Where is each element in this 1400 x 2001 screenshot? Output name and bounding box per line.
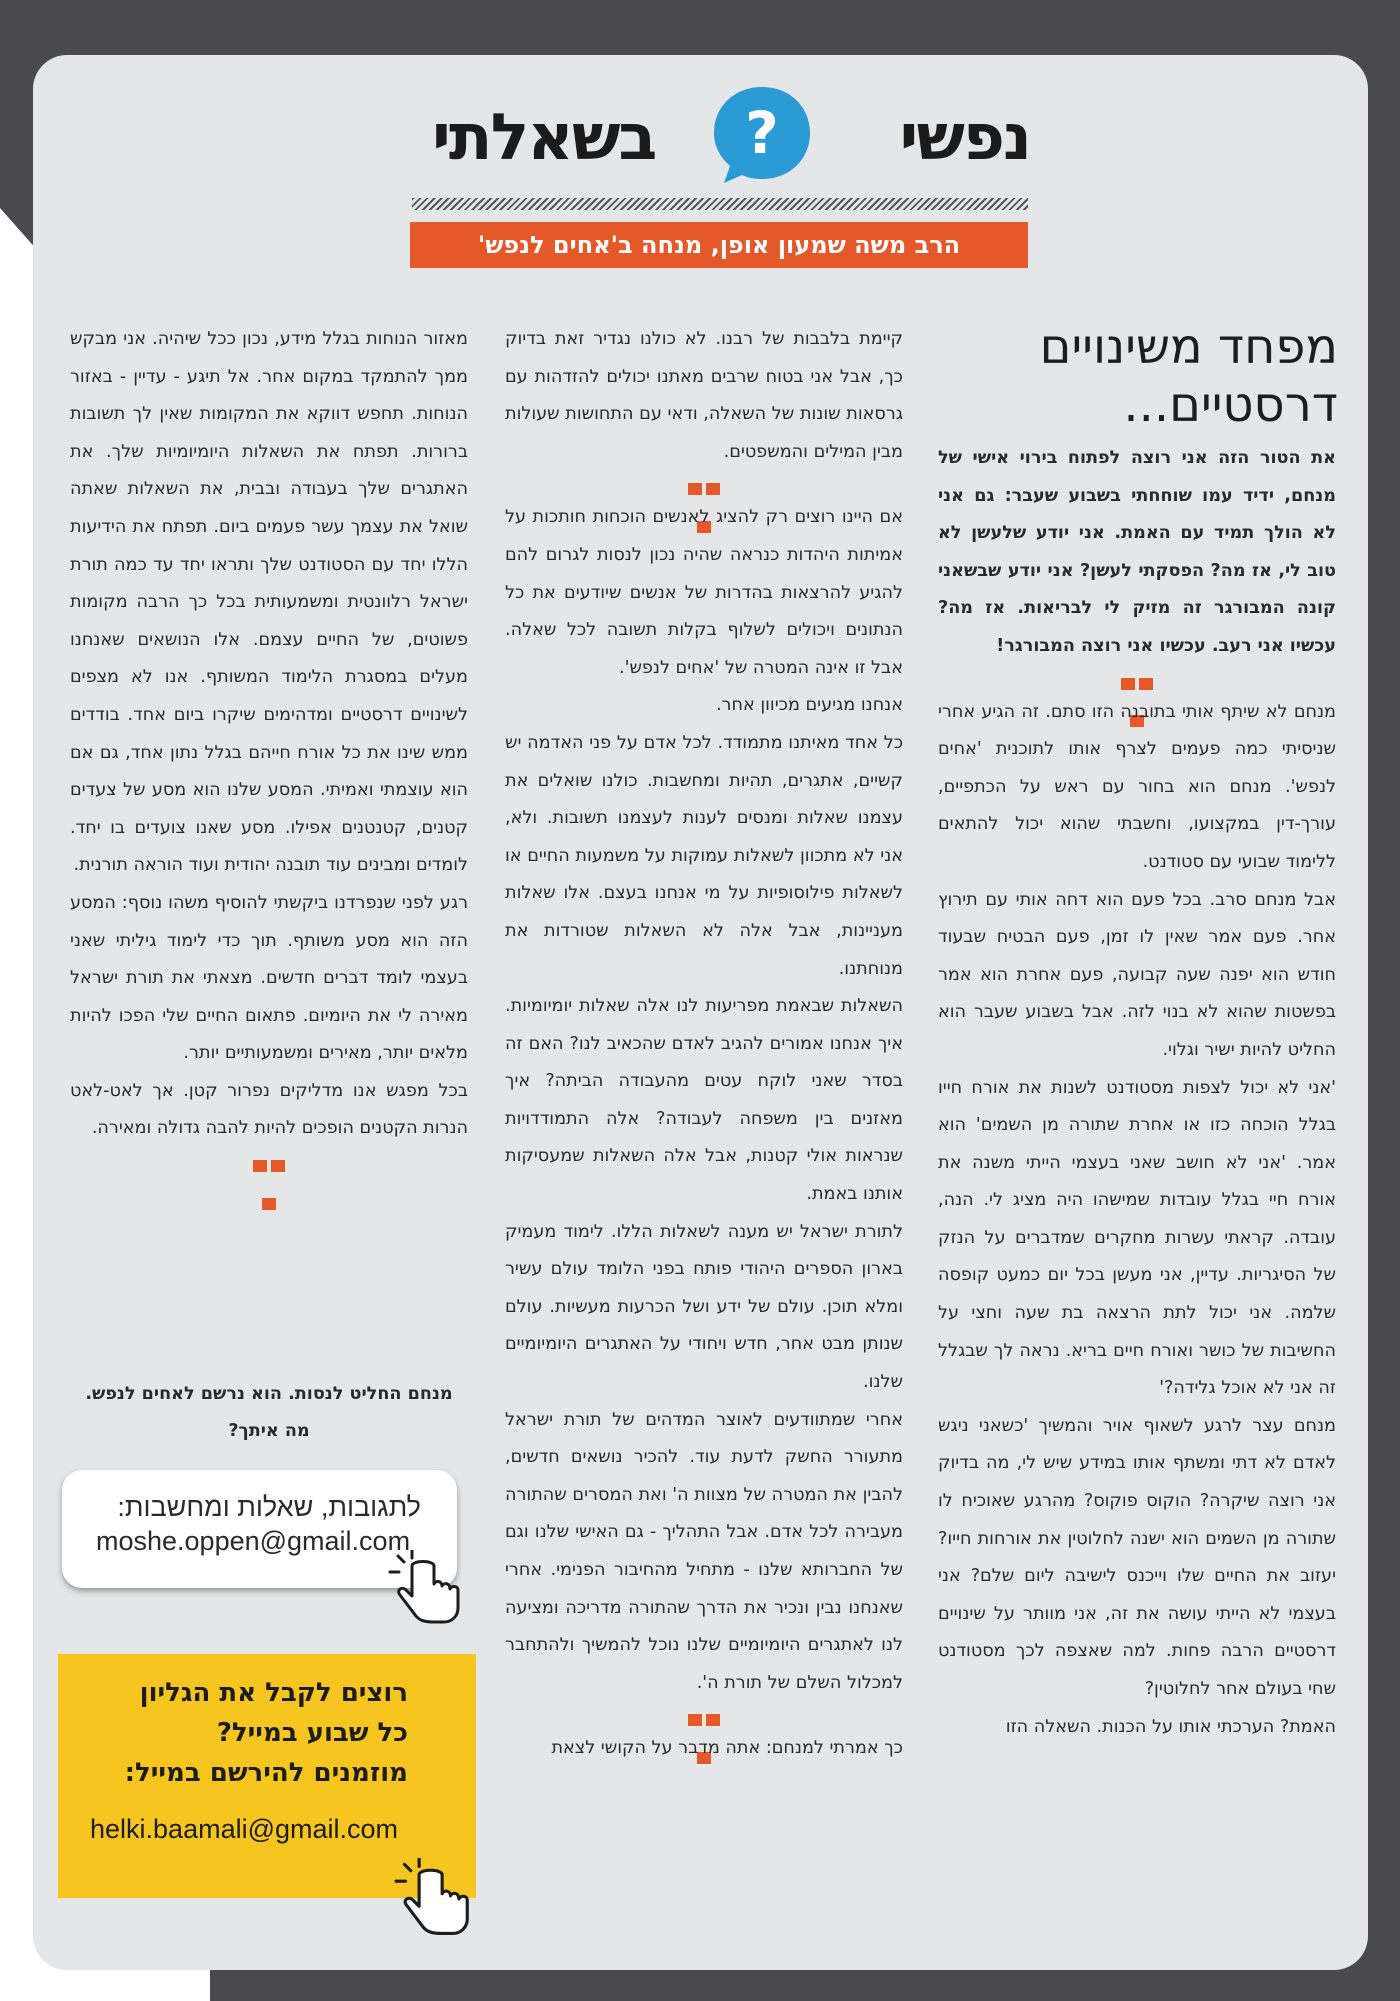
column-left [70,321,468,1176]
headline-line-2: דרסטיים... [1123,377,1338,433]
headline-line-1: מפחד משינויים [1039,319,1338,375]
column-title [420,78,1030,208]
paragraph: כך אמרתי למנחם: אתה מדבר על הקושי לצאת [551,1738,903,1759]
subscribe-line-3: מוזמנים להירשם במייל: [124,1758,408,1788]
paragraph: מנחם לא שיתף אותי בתובנה הזו סתם. זה הגיע אחרי שניסיתי כמה פעמים לצרף אותו לתוכנית 'אחים לנפש'. מנחם הוא בחור עם ראש על הכתפיים, עורך-דין במקצועו, וחשבתי שהוא יכול להתאים ללימוד שבועי עם סטודנט. [938,701,1336,872]
closing-question: מנחם החליט לנסות. הוא נרשם לאחים לנפש. מה איתך? [85,1384,453,1441]
paragraph: השאלות שבאמת מפריעות לנו אלה שאלות יומיומיות. איך אנחנו אמורים להגיב לאדם שהכאיב לנו? האם זה בסדר שאני לוקח עטים מהעבודה הביתה? איך מאזנים בין משפחה לעבודה? אלה התמודדויות שנראות אולי קטנות, אבל אלה השאלות שמעסיקות אותנו באמת. [505,996,903,1205]
title-underline [412,198,1028,210]
author-byline: הרב משה שמעון אופן, מנחה ב'אחים לנפש' [410,222,1028,268]
bubble-glyph: ? [745,99,779,167]
column-right [938,440,1336,1746]
subscribe-email-link[interactable]: helki.baamali@gmail.com [90,1814,399,1844]
paragraph: אבל מנחם סרב. בכל פעם הוא דחה אותי עם תירוץ אחר. פעם אמר שאין לו זמן, פעם הבטיח שבעוד חודש הוא יפנה שעה קבועה, פעם אחרת הוא אמר בפשטות שהוא לא בנוי לזה. אבל בשבוע שעבר הוא החליט להיות ישיר וגלוי. [938,889,1336,1060]
paragraph: לתורת ישראל יש מענה לשאלות הללו. לימוד מעמיק בארון הספרים היהודי פותח בפני הלומד עולם עשיר ומלא תוכן. עולם של ידע ושל הכרעות מעשיות. עולם שנותן מבט אחר, חדש ויחודי על האתגרים היומיומיים שלנו. [505,1221,903,1393]
paragraph: אחרי שמתוודעים לאוצר המדהים של תורת ישראל מתעורר החשק לדעת עוד. להכיר נושאים חדשים, להבין את המטרה של מצוות ה' ואת המסרים שהתורה מעבירה לכל אדם. אבל התהליך - גם האישי שלנו וגם של החברותא שלנו - מתחיל מהחיבור הפנימי. אחרי שאנחנו נבין ונכיר את הדרך שהתורה מדריכה ומציעה לנו לאתגרים היומיומיים שלנו נוכל להמשיך ולהתחבר למכלול השלם של תורת ה'. [505,1409,903,1693]
paragraph: 'אני לא יכול לצפות מסטודנט לשנות את אורח חייו בגלל הוכחה כזו או אחרת שתורה מן השמים' הוא אמר. 'אני לא חושב שאני בעצמי הייתי משנה את אורח חיי בגלל עובדות שמישהו היה מציג לי. הנה, עובדה. קראתי עשרות מחקרים שמדברים על הנזק של הסיגריות. עדיין, אני מעשן בכל יום כמעט קופסה שלמה. אני יכול לתת הרצאה בת שעה וחצי על החשיבות של כושר ואורח חיים בריא. נראה לך שבגלל זה אני לא אוכל גלידה?' [938,1077,1336,1399]
paragraph: אנחנו מגיעים מכיוון אחר. [715,695,903,716]
pointer-hand-icon [388,1550,474,1630]
lead-paragraph: את הטור הזה אני רוצה לפתוח בירוי אישי של מנחם, ידיד עמו שוחחתי בשבוע שעבר: גם אני לא הולך תמיד עם האמת. אני יודע שלעשן לא טוב לי, אז מה? הפסקתי לעשן? אני יודע שבשאני קונה המבורגר זה מזיק לי לבריאות. אז מה? עכשיו אני רעב. עכשיו אני רוצה המבורגר! [938,448,1336,656]
contact-label: לתגובות, שאלות ומחשבות: [117,1492,421,1522]
pointer-hand-icon [394,1858,484,1942]
paragraph: אם היינו רוצים רק להציג לאנשים הוכחות חותכות על אמיתות היהדות כנראה שהיה נכון לנסות לגרום להם להגיע להרצאות בהדרות של אנשים שיודעים את כל הנתונים ויכולים לשלוף בקלות תשובה לכל שאלה. אבל זו אינה המטרה של 'אחים לנפש'. [505,507,903,678]
article-headline [940,318,1338,434]
paragraph: מאזור הנוחות בגלל מידע, נכון ככל שיהיה. אני מבקש ממך להתמקד במקום אחר. אל תיגע - עדיין - באזור הנוחות. תחפש דווקא את המקומות שאין לך תשובות ברורות. תפתח את השאלות היומיומיות שלך. את האתגרים שלך בעבודה ובבית, את השאלות שאתה שואל את עצמך עשר פעמים ביום. תפתח את הידיעות הללו יחד עם הסטודנט שלך ותראו יחד עד כמה תורת ישראל רלוונטית ומשמעותית בכל כך הרבה מקומות פשוטים, של החיים עצמם. אלו הנושאים שאנחנו מעלים במסגרת הלימוד המשותף. אנו לא מצפים לשינויים דרסטיים ומדהימים שיקרו ביום אחד. בודדים ממש שינו את כל אורח חייהם בגלל נתון אחד, גם אם הוא עוצמתי ואמיתי. המסע שלנו הוא מסע של צעדים קטנים, קטנטנים אפילו. מסע שאנו צועדים בו יחד. לומדים ומבינים עוד תובנה יהודית ועוד הוראה תורנית. [70,329,468,876]
title-word-right: נפשי [899,101,1030,175]
section-separator [243,1154,295,1168]
subscribe-line-2: כל שבוע במייל? [216,1718,408,1748]
paragraph: האמת? הערכתי אותו על הכנות. השאלה הזו [1005,1716,1336,1737]
section-separator [678,477,730,491]
section-separator [678,1708,730,1722]
paragraph: רגע לפני שנפרדנו ביקשתי להוסיף משהו נוסף: המסע הזה הוא מסע משותף. תוך כדי לימוד גיליתי שאני בעצמי לומד דברים חדשים. מצאתי את תורת ישראל מאירה לי את היומיום. פתאום החיים שלי הפכו להיות מלאים יותר, מאירים ומשמעותיים יותר. [70,892,468,1064]
paragraph: כל אחד מאיתנו מתמודד. לכל אדם על פני האדמה יש קשיים, אתגרים, תהיות ומחשבות. כולנו שואלים את עצמנו שאלות ומנסים לענות לעצמנו תשובות. ולא, אני לא מתכוון לשאלות עמוקות על משמעות החיים או לשאלות פילוסופיות על מי אנחנו בעצם. אלו שאלות מעניינות, אבל אלה לא השאלות שטורדות את מנוחתנו. [505,732,903,979]
question-bubble-icon [710,83,814,187]
paragraph: בכל מפגש אנו מדליקים נפרור קטן. אך לאט-לאט הנרות הקטנים הופכים להיות להבה גדולה ומאירה. [70,1080,468,1139]
title-word-left: בשאלתי [432,101,656,175]
section-separator [1111,672,1163,686]
column-middle [505,321,903,1768]
subscribe-line-1: רוצים לקבל את הגליון [139,1678,408,1708]
paragraph: קיימת בלבבות של רבנו. לא כולנו נגדיר זאת בדיוק כך, אבל אני בטוח שרבים מאתנו יכולים להזדהות עם גרסאות שונות של השאלה, ודאי עם התחושות שעולות מבין המילים והמשפטים. [505,329,903,462]
paragraph: מנחם עצר לרגע לשאוף אויר והמשיך 'כשאני ניגש לאדם לא דתי ומשתף אותו במידע שיש לי, מה בדיוק אני רוצה שיקרה? הוקוס פוקוס? מהרגע שאוכיח לו שתורה מן השמים הוא ישנה לחלוטין את אורחות חייו? יעזוב את החיים שלו וייכנס לישיבה ליום שלם? אני בעצמי לא הייתי עושה את זה, אני מוותר על שינויים דרסטיים הרבה פחות. למה שאצפה לכך מסטודנט שחי בעולם אחר לחלוטין? [938,1415,1336,1699]
contact-email-link[interactable]: moshe.oppen@gmail.com [96,1526,411,1556]
